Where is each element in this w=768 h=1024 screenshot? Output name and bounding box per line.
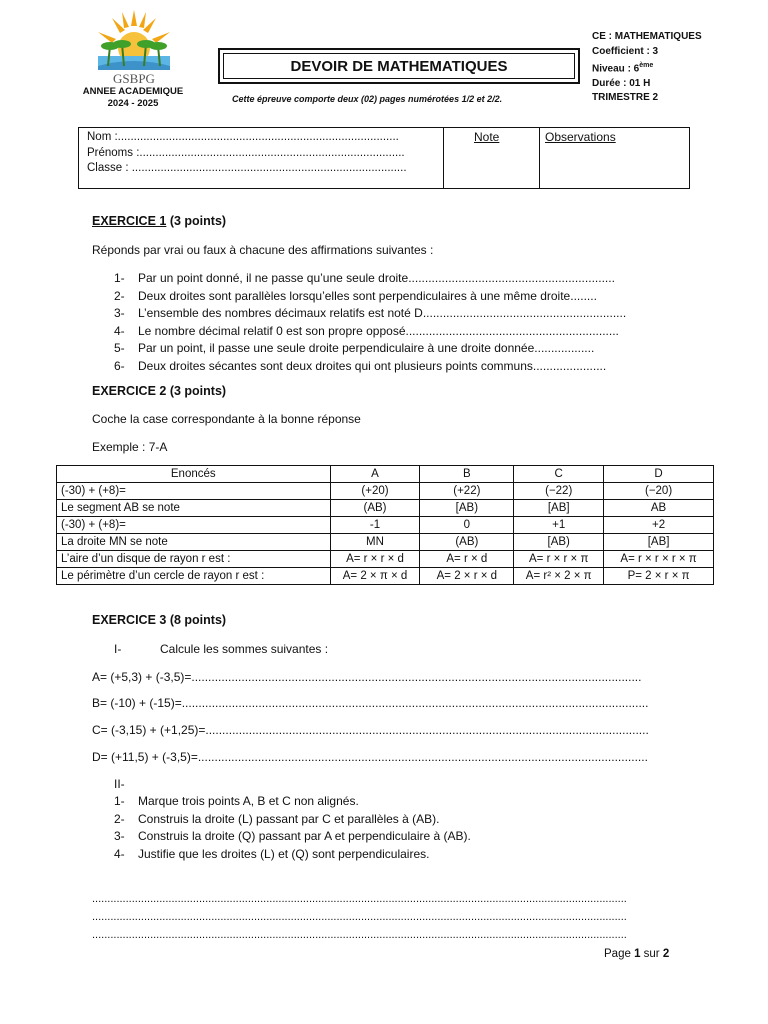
item-text: Construis la droite (L) passant par C et parallèles à (AB). bbox=[138, 811, 440, 826]
statement-cell: Le segment AB se note bbox=[57, 500, 331, 517]
choice-c-cell[interactable]: A= r × r × π bbox=[514, 551, 604, 568]
page-footer bbox=[604, 948, 669, 960]
student-id-box bbox=[78, 127, 690, 189]
sum-d-line[interactable]: D= (+11,5) + (-3,5)=....................................................................................................................................... bbox=[92, 750, 648, 764]
choice-d-cell[interactable]: +2 bbox=[604, 517, 714, 534]
item-number: 2- bbox=[114, 811, 125, 826]
choice-a-cell[interactable]: MN bbox=[330, 534, 420, 551]
item-text: Justifie que les droites (L) et (Q) sont perpendiculaires. bbox=[138, 846, 430, 861]
list-item bbox=[114, 793, 471, 811]
list-item bbox=[114, 828, 471, 846]
student-fields bbox=[87, 130, 407, 177]
meta-level-sup: ème bbox=[639, 62, 654, 69]
answer-line[interactable]: ............................................................................................................................................................................... bbox=[92, 911, 627, 923]
part-1-label: I- bbox=[114, 642, 122, 656]
exercise-2-title: EXERCICE 2 bbox=[92, 384, 167, 398]
header-enonces: Enoncés bbox=[57, 466, 331, 483]
pages-note: Cette épreuve comporte deux (02) pages numérotées 1/2 et 2/2. bbox=[232, 94, 503, 104]
list-item bbox=[114, 846, 471, 864]
page-title: DEVOIR DE MATHEMATIQUES bbox=[223, 53, 575, 79]
title-box bbox=[218, 48, 580, 84]
choice-b-cell[interactable]: [AB) bbox=[420, 500, 514, 517]
academic-year-value: 2024 - 2025 bbox=[107, 98, 159, 109]
statement-cell: (-30) + (+8)= bbox=[57, 517, 331, 534]
choice-d-cell[interactable]: A= r × r × r × π bbox=[604, 551, 714, 568]
sum-c-line[interactable]: C= (-3,15) + (+1,25)=..................................................................................................................................... bbox=[92, 723, 649, 737]
item-number: 1- bbox=[114, 271, 125, 285]
meta-coefficient: Coefficient : 3 bbox=[592, 45, 659, 57]
exercise-1-list bbox=[114, 270, 626, 376]
item-text: Construis la droite (Q) passant par A et perpendiculaire à (AB). bbox=[138, 829, 471, 844]
exercise-3-heading bbox=[92, 613, 226, 627]
academic-year-label: ANNEE ACADEMIQUE bbox=[82, 86, 184, 97]
table-row bbox=[57, 568, 714, 585]
list-item bbox=[114, 288, 626, 306]
choice-c-cell[interactable]: [AB) bbox=[514, 534, 604, 551]
sum-b-line[interactable]: B= (-10) + (-15)=............................................................................................................................................ bbox=[92, 696, 649, 710]
exercise-1-points: (3 points) bbox=[166, 214, 227, 228]
page-label: Page bbox=[604, 948, 635, 960]
meta-level bbox=[592, 59, 702, 77]
header-d: D bbox=[604, 466, 714, 483]
choice-c-cell[interactable]: [AB] bbox=[514, 500, 604, 517]
table-row bbox=[57, 534, 714, 551]
choice-a-cell[interactable]: A= 2 × π × d bbox=[330, 568, 420, 585]
statement-cell: (-30) + (+8)= bbox=[57, 483, 331, 500]
item-text: Marque trois points A, B et C non alignés. bbox=[138, 794, 359, 808]
choice-c-cell[interactable]: +1 bbox=[514, 517, 604, 534]
choice-b-cell[interactable]: (AB) bbox=[420, 534, 514, 551]
part-1-instruction: Calcule les sommes suivantes : bbox=[160, 642, 329, 656]
answer-line[interactable]: ............................................................................................................................................................................... bbox=[92, 893, 627, 905]
choice-b-cell[interactable]: (+22) bbox=[420, 483, 514, 500]
list-item bbox=[114, 305, 626, 323]
statement-cell: L’aire d’un disque de rayon r est : bbox=[57, 551, 331, 568]
logo-text: GSBPG bbox=[113, 71, 155, 86]
page-of-label: sur bbox=[640, 948, 663, 960]
choice-b-cell[interactable]: 0 bbox=[420, 517, 514, 534]
exercise-1-instruction: Réponds par vrai ou faux à chacune des affirmations suivantes : bbox=[92, 243, 434, 257]
table-row bbox=[57, 500, 714, 517]
academic-year bbox=[70, 86, 196, 110]
list-item bbox=[114, 270, 626, 288]
meta-level-text: Niveau : 6 bbox=[592, 63, 640, 75]
choice-a-cell[interactable]: A= r × r × d bbox=[330, 551, 420, 568]
choice-b-cell[interactable]: A= r × d bbox=[420, 551, 514, 568]
meta-duration: Durée : 01 H bbox=[592, 77, 651, 89]
item-number: 6- bbox=[114, 358, 125, 373]
choice-d-cell[interactable]: (−20) bbox=[604, 483, 714, 500]
choice-c-cell[interactable]: (−22) bbox=[514, 483, 604, 500]
meta-subject: CE : MATHEMATIQUES bbox=[592, 31, 702, 42]
choice-d-cell[interactable]: AB bbox=[604, 500, 714, 517]
school-logo bbox=[92, 6, 176, 86]
statement-cell: La droite MN se note bbox=[57, 534, 331, 551]
choice-table bbox=[56, 465, 714, 585]
item-number: 3- bbox=[114, 306, 125, 321]
item-number: 5- bbox=[114, 341, 125, 356]
item-number: 1- bbox=[114, 794, 125, 808]
field-prenoms[interactable]: Prénoms :................................................................................... bbox=[87, 146, 405, 159]
item-text: Par un point, il passe une seule droite perpendiculaire à une droite donnée.................. bbox=[138, 341, 595, 356]
exercise-3-points: (8 points) bbox=[166, 613, 227, 627]
exercise-1-heading bbox=[92, 214, 226, 228]
item-text: Deux droites sont parallèles lorsqu’elles sont perpendiculaires à une même droite........ bbox=[138, 288, 597, 303]
observations-divider bbox=[539, 128, 540, 188]
exercise-1-title: EXERCICE 1 bbox=[92, 214, 167, 228]
exercise-2-instruction: Coche la case correspondante à la bonne réponse bbox=[92, 412, 361, 426]
table-header-row bbox=[57, 466, 714, 483]
part-2-list bbox=[114, 793, 471, 863]
item-text: Par un point donné, il ne passe qu’une seule droite.............................................................. bbox=[138, 271, 615, 285]
exam-meta bbox=[592, 30, 702, 106]
choice-d-cell[interactable]: [AB] bbox=[604, 534, 714, 551]
meta-term: TRIMESTRE 2 bbox=[592, 92, 659, 104]
exercise-3-title: EXERCICE 3 bbox=[92, 613, 167, 627]
item-number: 4- bbox=[114, 323, 125, 338]
item-text: Deux droites sécantes sont deux droites qui ont plusieurs points communs...................... bbox=[138, 358, 607, 373]
item-text: Le nombre décimal relatif 0 est son propre opposé................................................................ bbox=[138, 323, 619, 338]
header-a: A bbox=[330, 466, 420, 483]
header-b: B bbox=[420, 466, 514, 483]
table-row bbox=[57, 483, 714, 500]
observations-heading: Observations bbox=[545, 130, 616, 144]
answer-line[interactable]: ............................................................................................................................................................................... bbox=[92, 929, 627, 941]
sum-a-line[interactable]: A= (+5,3) + (-3,5)=....................................................................................................................................... bbox=[92, 670, 642, 684]
part-2-label: II- bbox=[114, 777, 125, 791]
item-text: L’ensemble des nombres décimaux relatifs est noté D............................................................. bbox=[138, 306, 627, 321]
table-row bbox=[57, 517, 714, 534]
choice-a-cell[interactable]: (+20) bbox=[330, 483, 420, 500]
page-total: 2 bbox=[662, 948, 670, 960]
choice-d-cell[interactable]: P= 2 × r × π bbox=[604, 568, 714, 585]
exercise-2-example: Exemple : 7-A bbox=[92, 440, 168, 454]
field-nom[interactable]: Nom :........................................................................................ bbox=[87, 131, 399, 143]
item-number: 4- bbox=[114, 846, 125, 861]
list-item bbox=[114, 323, 626, 341]
choice-b-cell[interactable]: A= 2 × r × d bbox=[420, 568, 514, 585]
page-number: 1 bbox=[634, 948, 641, 960]
item-number: 3- bbox=[114, 829, 125, 844]
note-divider bbox=[443, 128, 444, 188]
item-number: 2- bbox=[114, 288, 125, 303]
choice-a-cell[interactable]: -1 bbox=[330, 517, 420, 534]
statement-cell: Le périmètre d’un cercle de rayon r est : bbox=[57, 568, 331, 585]
choice-a-cell[interactable]: (AB) bbox=[330, 500, 420, 517]
table-row bbox=[57, 551, 714, 568]
exercise-2-heading bbox=[92, 384, 226, 398]
list-item bbox=[114, 811, 471, 829]
note-heading: Note bbox=[474, 130, 500, 144]
exercise-2-points: (3 points) bbox=[166, 384, 227, 398]
list-item bbox=[114, 340, 626, 358]
list-item bbox=[114, 358, 626, 376]
field-classe[interactable]: Classe : ...................................................................................... bbox=[87, 162, 407, 174]
choice-c-cell[interactable]: A= r² × 2 × π bbox=[514, 568, 604, 585]
header-c: C bbox=[514, 466, 604, 483]
